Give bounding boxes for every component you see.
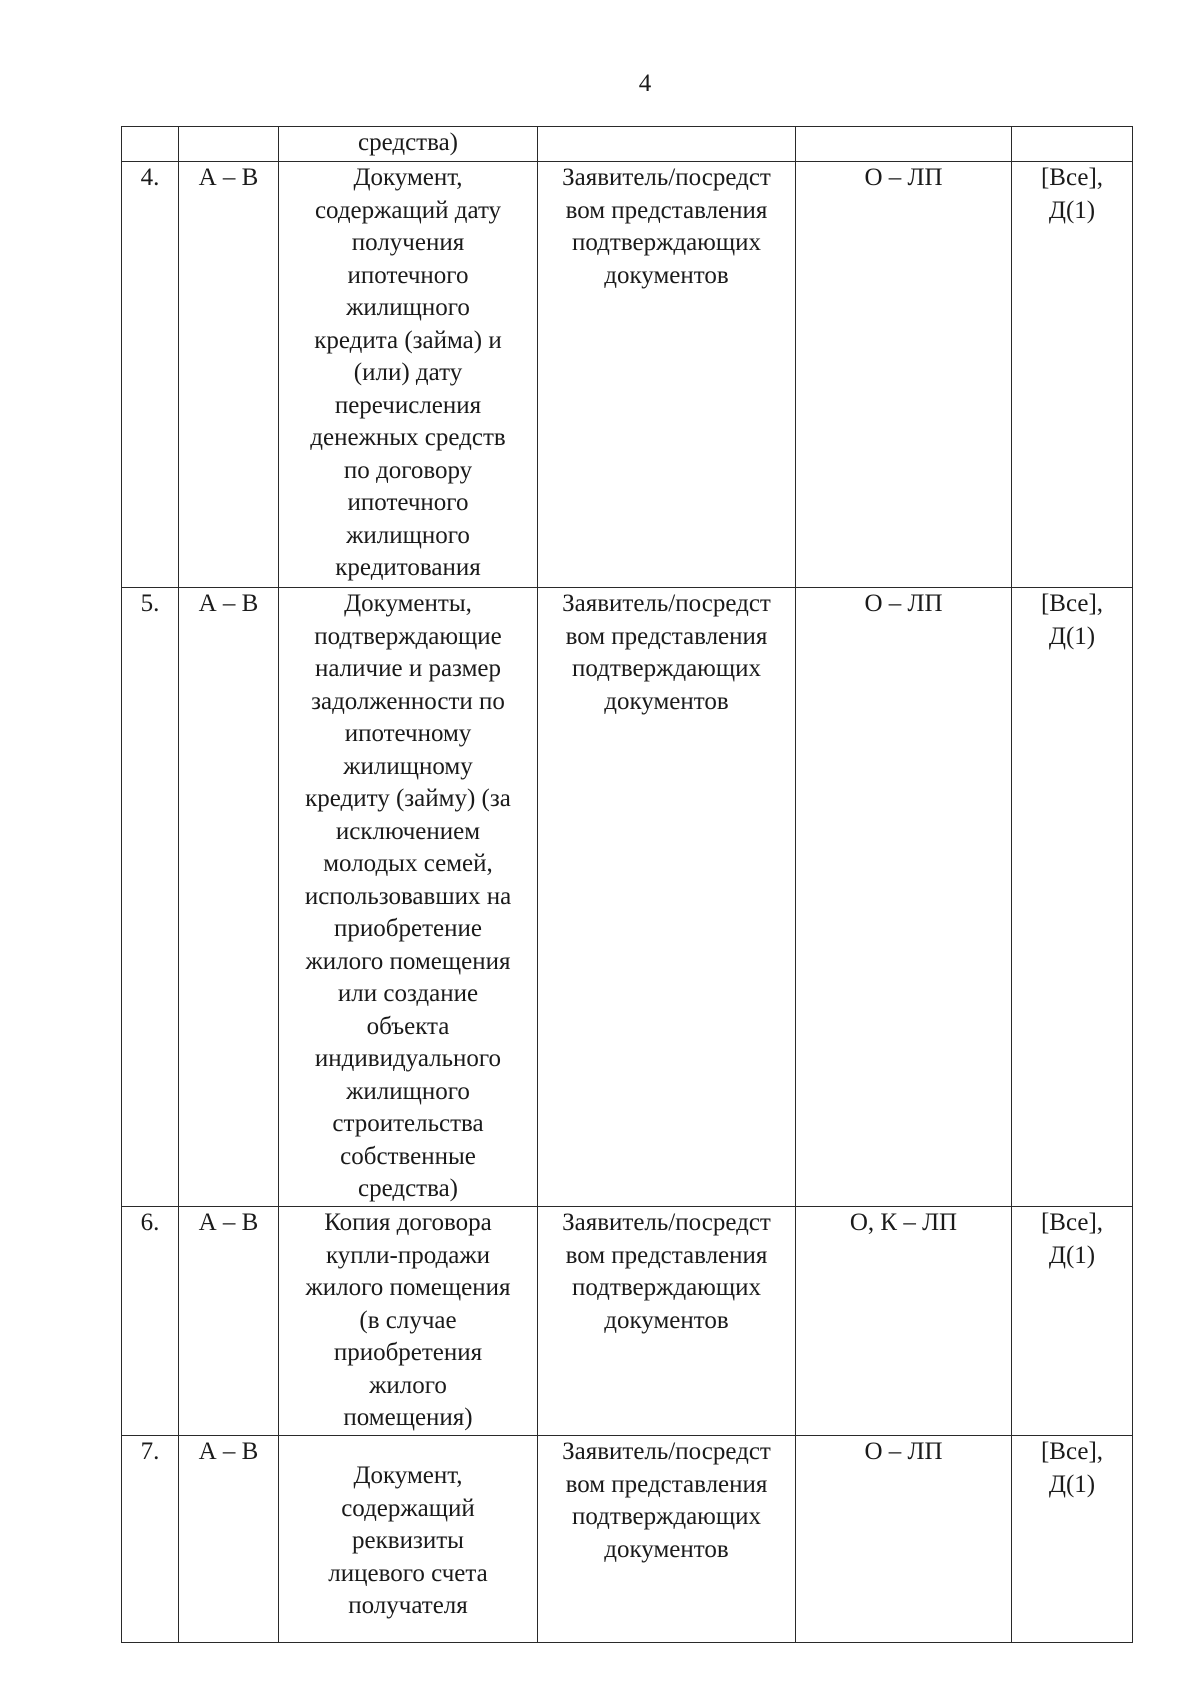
cell-form: О, К – ЛП bbox=[796, 1207, 1012, 1436]
page-number: 4 bbox=[638, 70, 652, 97]
cell-num: 7. bbox=[122, 1436, 179, 1643]
cell-source: Заявитель/посредст вом представления подтверждающих документов bbox=[538, 1207, 796, 1436]
cell-num: 4. bbox=[122, 162, 179, 588]
cell-document: средства) bbox=[279, 127, 538, 162]
cell-section: А – В bbox=[179, 1436, 279, 1643]
cell-source: Заявитель/посредст вом представления подтверждающих документов bbox=[538, 1436, 796, 1643]
cell-section: А – В bbox=[179, 162, 279, 588]
cell-scope bbox=[1012, 127, 1133, 162]
cell-source: Заявитель/посредст вом представления подтверждающих документов bbox=[538, 162, 796, 588]
cell-scope: [Все], Д(1) bbox=[1012, 588, 1133, 1207]
cell-document: Документ, содержащий дату получения ипотечного жилищного кредита (займа) и (или) дату перечисления денежных средств по договору ипотечного жилищного кредитования bbox=[279, 162, 538, 588]
cell-form: О – ЛП bbox=[796, 162, 1012, 588]
cell-source: Заявитель/посредст вом представления подтверждающих документов bbox=[538, 588, 796, 1207]
cell-num: 5. bbox=[122, 588, 179, 1207]
cell-document: Копия договора купли-продажи жилого помещения (в случае приобретения жилого помещения) bbox=[279, 1207, 538, 1436]
cell-form: О – ЛП bbox=[796, 1436, 1012, 1643]
cell-document: Документы, подтверждающие наличие и размер задолженности по ипотечному жилищному кредиту (займу) (за исключением молодых семей, использовавших на приобретение жилого помещения или создание объекта индивидуального жилищного строительства собственные средства) bbox=[279, 588, 538, 1207]
cell-source bbox=[538, 127, 796, 162]
table-row bbox=[122, 1436, 1133, 1643]
cell-section: А – В bbox=[179, 588, 279, 1207]
table-row bbox=[122, 162, 1133, 588]
cell-section: А – В bbox=[179, 1207, 279, 1436]
cell-num: 6. bbox=[122, 1207, 179, 1436]
cell-form bbox=[796, 127, 1012, 162]
cell-scope: [Все], Д(1) bbox=[1012, 1207, 1133, 1436]
cell-form: О – ЛП bbox=[796, 588, 1012, 1207]
table-row-continuation bbox=[122, 127, 1133, 162]
cell-section bbox=[179, 127, 279, 162]
document-table bbox=[121, 126, 1133, 1643]
cell-scope: [Все], Д(1) bbox=[1012, 1436, 1133, 1643]
cell-scope: [Все], Д(1) bbox=[1012, 162, 1133, 588]
table-row bbox=[122, 588, 1133, 1207]
table-row bbox=[122, 1207, 1133, 1436]
cell-document: Документ, содержащий реквизиты лицевого счета получателя bbox=[279, 1436, 538, 1643]
cell-num bbox=[122, 127, 179, 162]
